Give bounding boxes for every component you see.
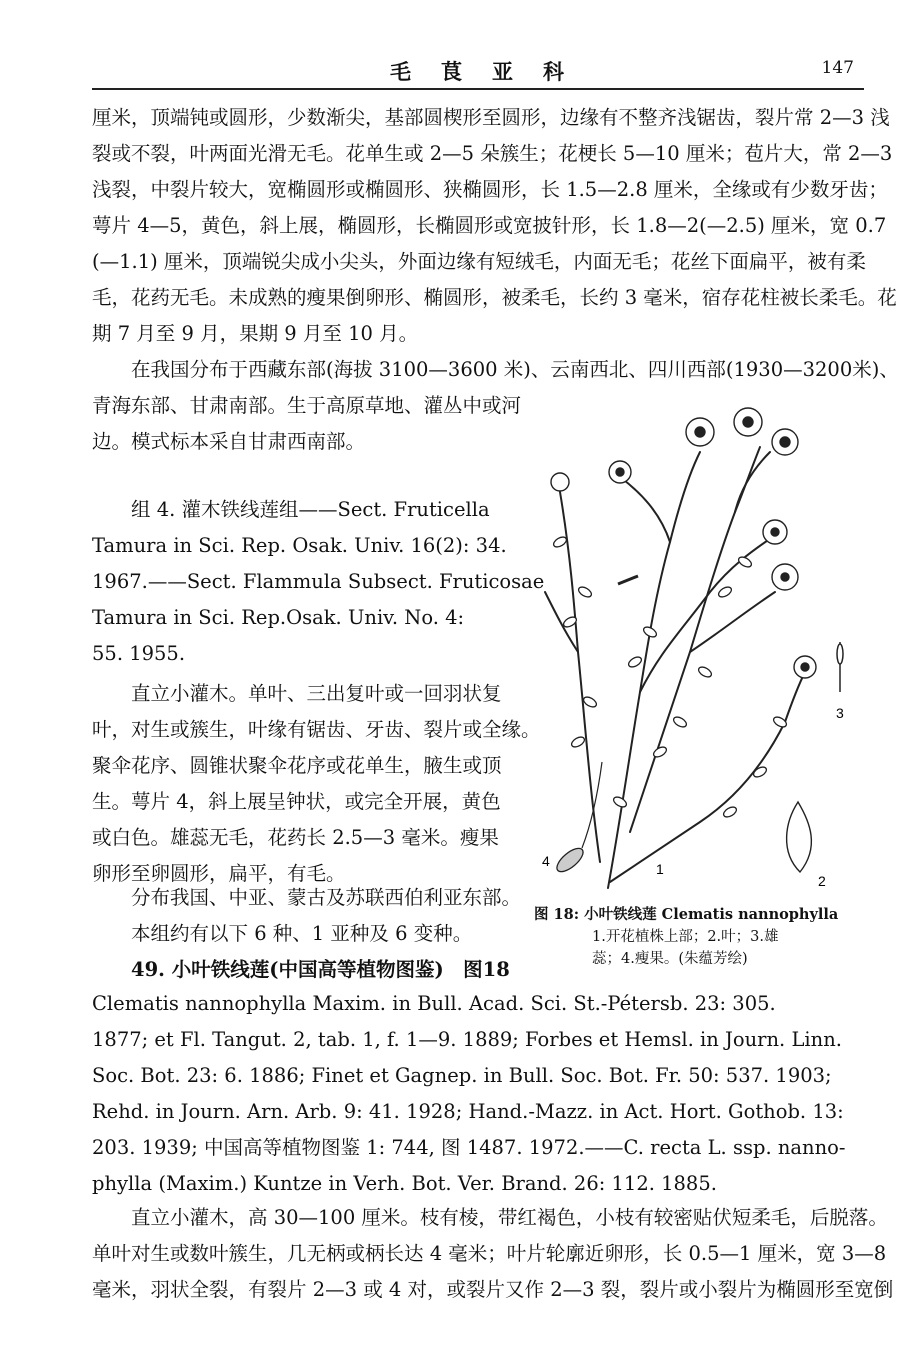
text-line: 在我国分布于西藏东部(海拔 3100—3600 米)、云南西北、四川西部(1930—3200米)、 <box>131 358 899 381</box>
text-line: 1967.——Sect. Flammula Subsect. Fruticosae <box>92 570 545 593</box>
citation-line: Rehd. in Journ. Arn. Arb. 9: 41. 1928; Hand.-Mazz. in Act. Hort. Gothob. 13: <box>92 1100 844 1123</box>
text-line: 毫米，羽状全裂，有裂片 2—3 或 4 对，或裂片又作 2—3 裂，裂片或小裂片为椭圆形至宽倒 <box>92 1278 894 1301</box>
text-line: 厘米，顶端钝或圆形，少数渐尖，基部圆楔形至圆形，边缘有不整齐浅锯齿，裂片常 2—3 浅 <box>92 106 890 129</box>
page-number: 147 <box>821 58 854 78</box>
plant-illustration <box>530 392 870 898</box>
flower <box>609 461 631 483</box>
main-stem <box>608 452 700 888</box>
text-line: 萼片 4—5，黄色，斜上展，椭圆形，长椭圆形或宽披针形，长 1.8—2(—2.5) 厘米，宽 0.7 <box>92 214 887 237</box>
species-heading: 49. 小叶铁线莲(中国高等植物图鉴) 图18 <box>131 958 510 981</box>
header-rule <box>92 88 864 90</box>
citations <box>92 986 864 1202</box>
text-line: 卵形至卵圆形，扁平，有毛。 <box>92 862 346 885</box>
citation-line: Soc. Bot. 23: 6. 1886; Finet et Gagnep. in Bull. Soc. Bot. Fr. 50: 537. 1903; <box>92 1064 832 1087</box>
citation-line: Clematis nannophylla Maxim. in Bull. Acad. Sci. St.-Pétersb. 23: 305. <box>92 992 776 1015</box>
caption-line: 1.开花植株上部；2.叶；3.雄 <box>592 929 779 945</box>
citation-line: 1877; et Fl. Tangut. 2, tab. 1, f. 1—9. 1889; Forbes et Hemsl. in Journ. Linn. <box>92 1028 842 1051</box>
flower <box>734 408 762 436</box>
citation-line: 203. 1939; 中国高等植物图鉴 1: 744, 图 1487. 1972.——C. recta L. ssp. nanno- <box>92 1136 846 1159</box>
citation-line: phylla (Maxim.) Kuntze in Verh. Bot. Ver. Brand. 26: 112. 1885. <box>92 1172 717 1195</box>
section-description <box>92 676 541 892</box>
text-line: 叶，对生或簇生，叶缘有锯齿、牙齿、裂片或全缘。 <box>92 718 541 741</box>
text-line: Tamura in Sci. Rep.Osak. Univ. No. 4: <box>92 606 465 629</box>
flower <box>686 418 714 446</box>
section-distribution: 分布我国、中亚、蒙古及苏联西伯利亚东部。 <box>131 886 522 909</box>
section-notes <box>92 880 522 988</box>
figure-label: 2 <box>818 873 826 889</box>
flower <box>551 473 569 491</box>
text-line: 或白色。雄蕊无毛，花药长 2.5—3 毫米。瘦果 <box>92 826 499 849</box>
text-line: 期 7 月至 9 月，果期 9 月至 10 月。 <box>92 322 419 345</box>
text-line: Tamura in Sci. Rep. Osak. Univ. 16(2): 34. <box>92 534 507 557</box>
text-line: 生。萼片 4，斜上展呈钟状，或完全开展，黄色 <box>92 790 501 813</box>
top-paragraph <box>92 100 897 352</box>
text-line: 直立小灌木。单叶、三出复叶或一回羽状复 <box>131 682 502 705</box>
flower <box>763 520 787 544</box>
caption-line: 图 18: 小叶铁线莲 Clematis nannophylla <box>534 906 839 923</box>
text-line: 青海东部、甘肃南部。生于高原草地、灌丛中或河 <box>92 394 522 417</box>
running-header <box>92 52 862 86</box>
text-line: 55. 1955. <box>92 642 186 665</box>
figure-label: 4 <box>542 853 550 869</box>
figure-caption <box>534 904 864 970</box>
text-line: 聚伞花序、圆锥状聚伞花序或花单生，腋生或顶 <box>92 754 502 777</box>
flower <box>772 429 798 455</box>
flower <box>794 656 816 678</box>
section-heading <box>92 492 545 672</box>
text-line: 毛，花药无毛。未成熟的瘦果倒卵形、椭圆形，被柔毛，长约 3 毫米，宿存花柱被长柔毛。花 <box>92 286 897 309</box>
caption-line: 蕊；4.瘦果。(朱蕴芳绘) <box>592 951 748 967</box>
figure-label: 3 <box>836 705 844 721</box>
species-description <box>92 1200 894 1308</box>
text-line: (—1.1) 厘米，顶端锐尖成小尖头，外面边缘有短绒毛，内面无毛；花丝下面扁平，被有柔 <box>92 250 866 273</box>
text-line: 组 4. 灌木铁线莲组——Sect. Fruticella <box>131 498 490 521</box>
text-line: 裂或不裂，叶两面光滑无毛。花单生或 2—5 朵簇生；花梗长 5—10 厘米；苞片大，常 2—3 <box>92 142 893 165</box>
figure-label: 1 <box>656 861 664 877</box>
section-count: 本组约有以下 6 种、1 亚种及 6 变种。 <box>131 922 473 945</box>
header-title: 毛茛亚科 <box>390 59 594 84</box>
text-line: 边。模式标本采自甘肃西南部。 <box>92 430 366 453</box>
text-line: 浅裂，中裂片较大，宽椭圆形或椭圆形、狭椭圆形，长 1.5—2.8 厘米，全缘或有少数牙齿； <box>92 178 888 201</box>
text-line: 直立小灌木，高 30—100 厘米。枝有棱，带红褐色，小枝有较密贴伏短柔毛，后脱落。 <box>131 1206 888 1229</box>
text-line: 单叶对生或数叶簇生，几无柄或柄长达 4 毫米；叶片轮廓近卵形，长 0.5—1 厘米，宽 3—8 <box>92 1242 887 1265</box>
flower <box>772 564 798 590</box>
